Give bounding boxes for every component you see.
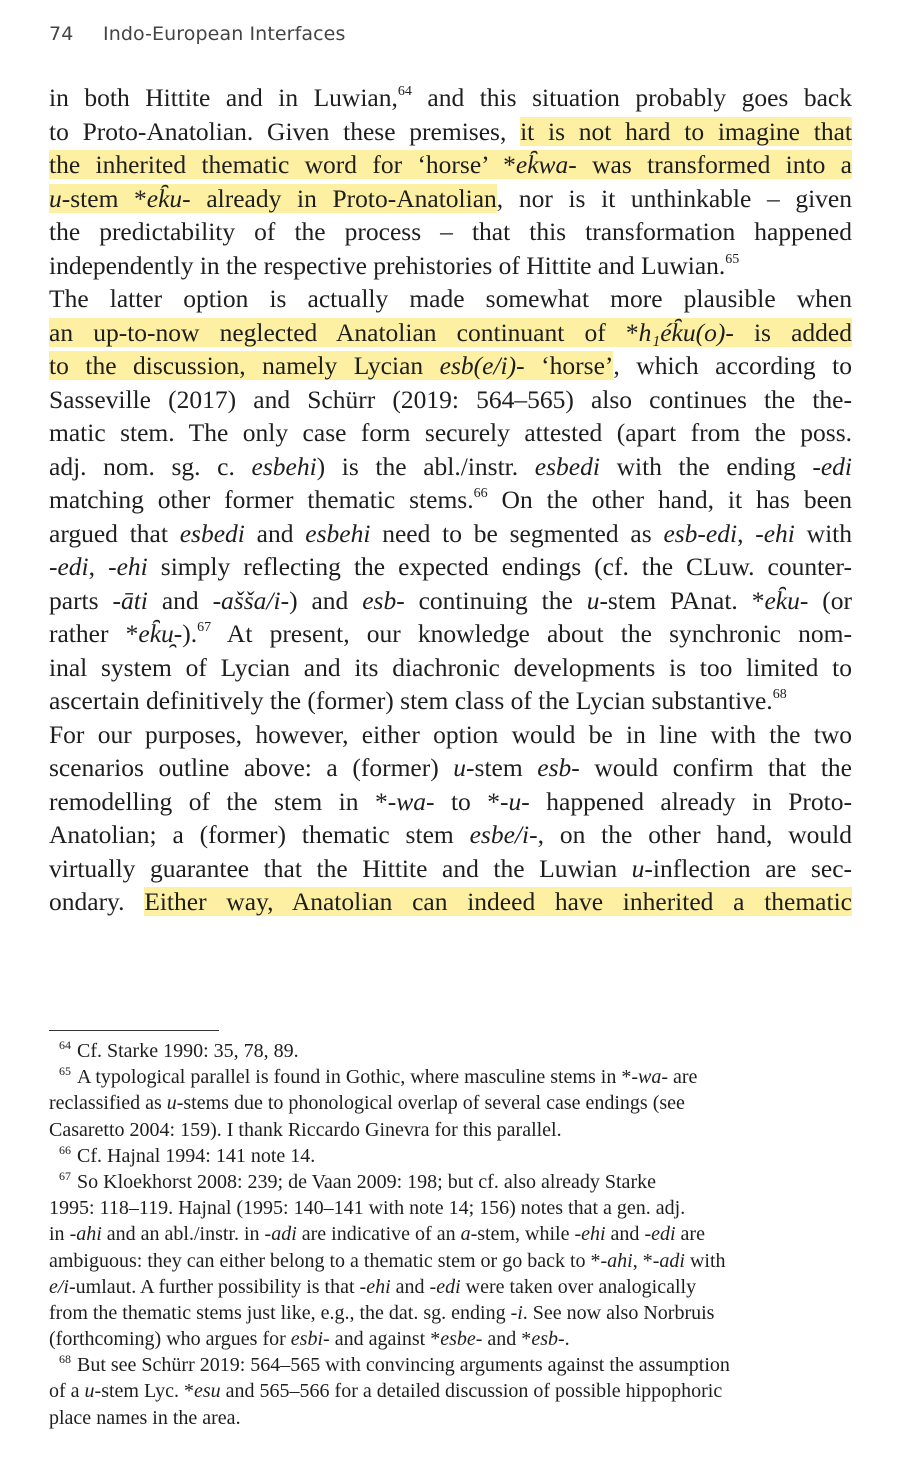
footnote-marker[interactable]: 65 xyxy=(725,251,740,267)
footnote-line xyxy=(49,1221,839,1247)
footnote-number: 67 xyxy=(59,1168,71,1183)
text-run: ambiguous: they can either belong to a thematic stem or go back to * xyxy=(49,1249,601,1272)
text-run: (forthcoming) who argues for xyxy=(49,1328,291,1351)
italic-term: esbehi xyxy=(251,451,317,481)
italic-term: -edi xyxy=(49,552,89,581)
text-line xyxy=(49,450,852,484)
italic-term: ek̑u̯- xyxy=(138,619,183,648)
text-run: Casaretto 2004: 159). I thank Riccardo Ginevra for this parallel. xyxy=(49,1118,562,1141)
text-run: , * xyxy=(632,1249,653,1272)
text-run: (or xyxy=(808,585,853,615)
text-run: simply reflecting the expected endings (cf. the CLuw. counter- xyxy=(147,552,853,581)
text-run: place names in the area. xyxy=(49,1406,241,1429)
italic-term: -ehi xyxy=(755,518,795,548)
text-run: 1995: 118–119. Hajnal (1995: 140–141 with note 14; 156) notes that a gen. adj. xyxy=(49,1197,686,1220)
text-run: ) and xyxy=(289,585,363,615)
text-line xyxy=(49,584,852,618)
footnote-line xyxy=(49,1274,839,1300)
text-line xyxy=(49,550,852,584)
text-run: independently in the respective prehistories of Hittite and Luwian. xyxy=(49,250,726,280)
italic-term: esbe/i- xyxy=(469,820,538,849)
highlighted-text: the inherited thematic word for ‘horse’ * xyxy=(49,150,516,179)
text-run: ondary. xyxy=(49,887,145,916)
italic-term: esb- xyxy=(362,585,405,615)
italic-term: -wa- xyxy=(387,786,435,816)
text-run: and xyxy=(244,518,306,548)
highlighted-text: ‘horse’ xyxy=(524,351,614,380)
italic-term: -ehi xyxy=(359,1275,391,1298)
text-run: need to be segmented as xyxy=(370,518,664,548)
text-line xyxy=(49,684,852,718)
text-line xyxy=(49,617,852,651)
italic-term: esb- xyxy=(531,1328,565,1351)
footnote-line xyxy=(49,1064,839,1090)
italic-term: -ehi xyxy=(108,552,148,581)
text-run: . xyxy=(564,1328,570,1351)
italic-term: ek̑u- xyxy=(764,585,809,615)
italic-term: u xyxy=(453,753,467,782)
text-run: are xyxy=(668,1066,698,1089)
text-run: , on the other hand, would xyxy=(537,820,852,849)
text-run: would confirm that the xyxy=(579,753,852,782)
text-run: and against * xyxy=(329,1328,441,1351)
italic-term: u xyxy=(84,1380,95,1403)
text-run: and * xyxy=(482,1328,532,1351)
text-run: to Proto-Anatolian. Given these premises, xyxy=(49,116,521,146)
text-line xyxy=(49,885,852,919)
italic-term: -edi xyxy=(644,1223,676,1246)
text-run: -stem xyxy=(466,753,538,782)
text-run: The latter option is actually made somewhat more plausible when xyxy=(49,284,852,313)
highlighted-text: ek̑u- xyxy=(146,183,191,213)
italic-term: -ahi xyxy=(600,1249,633,1272)
text-line xyxy=(49,785,852,819)
italic-term: -āti xyxy=(112,585,148,615)
highlighted-text: was transformed into a xyxy=(576,150,852,179)
text-run: Anatolian; a (former) thematic stem xyxy=(49,820,470,849)
footnote-number: 65 xyxy=(59,1064,71,1079)
footnote-marker[interactable]: 66 xyxy=(473,486,488,501)
text-run: parts xyxy=(49,585,113,615)
text-run: . See now also Norbruis xyxy=(522,1301,715,1324)
text-run: were taken over analogically xyxy=(460,1275,697,1298)
italic-term: u xyxy=(631,853,645,883)
text-run: and xyxy=(390,1275,430,1298)
page-number: 74 xyxy=(49,23,74,45)
text-run: are indicative of an xyxy=(296,1223,461,1246)
text-run: But see Schürr 2019: 564–565 with convincing arguments against the assumption xyxy=(77,1354,730,1377)
text-run: from the thematic stems just like, e.g., the dat. sg. ending xyxy=(49,1301,511,1324)
text-line xyxy=(49,483,852,517)
text-run: At present, our knowledge about the synchronic nom- xyxy=(211,619,852,648)
text-run: argued that xyxy=(49,518,180,548)
text-run: ascertain definitively the (former) stem class of the Lycian substantive. xyxy=(49,686,773,715)
text-run: -umlaut. A further possibility is that xyxy=(69,1275,360,1298)
text-run: -stem Lyc. * xyxy=(94,1380,194,1403)
text-line xyxy=(49,852,852,886)
text-run: , xyxy=(88,552,109,581)
text-run: continuing the xyxy=(404,585,587,615)
text-line xyxy=(49,818,852,852)
italic-term: -i xyxy=(510,1301,523,1324)
highlighted-text: an up-to-now neglected Anatolian continuant of * xyxy=(49,317,639,347)
text-run: Sasseville (2017) and Schürr (2019: 564–565) also continues the the- xyxy=(49,384,852,414)
text-run: and xyxy=(605,1223,645,1246)
text-run: , nor is it unthinkable – given xyxy=(496,183,852,213)
body-text xyxy=(49,81,852,919)
footnote-line xyxy=(49,1248,839,1274)
text-line xyxy=(49,316,852,350)
text-run: of a xyxy=(49,1380,85,1403)
italic-term: esbehi xyxy=(305,518,371,548)
text-line xyxy=(49,383,852,417)
footnote-line xyxy=(49,1405,839,1431)
footnote-rule xyxy=(49,1030,219,1031)
highlighted-text: u xyxy=(49,183,62,213)
text-run: For our purposes, however, either option would be in line with the two xyxy=(49,719,852,749)
highlighted-text: to the discussion, namely Lycian xyxy=(49,351,440,380)
highlighted-text: Either way, Anatolian can indeed have inherited a thematic xyxy=(144,887,852,916)
italic-term: e/i xyxy=(49,1275,69,1298)
text-run: with the ending xyxy=(599,451,813,481)
text-line xyxy=(49,249,852,283)
text-run: -stem, while xyxy=(470,1223,575,1246)
highlighted-text: -stem * xyxy=(61,183,147,213)
text-run: with xyxy=(794,518,853,548)
text-run: -stems due to phonological overlap of several case endings (see xyxy=(176,1092,685,1115)
highlighted-text: h₁ék̑u(o)- xyxy=(638,317,734,347)
italic-term: u xyxy=(166,1092,177,1115)
text-run: ) is the abl./instr. xyxy=(316,451,535,481)
text-line xyxy=(49,148,852,182)
text-run: scenarios outline above: a (former) xyxy=(49,753,454,782)
text-run: -inflection are sec- xyxy=(644,853,852,883)
italic-term: esbedi xyxy=(534,451,600,481)
footnotes xyxy=(49,1038,839,1431)
footnote-line xyxy=(49,1143,839,1169)
italic-term: -adi xyxy=(264,1223,297,1246)
italic-term: esbedi xyxy=(179,518,245,548)
text-run: are xyxy=(675,1223,705,1246)
text-line xyxy=(49,416,852,450)
footnote-line xyxy=(49,1195,839,1221)
text-run: A typological parallel is found in Gothic, where masculine stems in * xyxy=(77,1066,632,1089)
footnote-number: 68 xyxy=(59,1352,71,1367)
running-title: Indo-European Interfaces xyxy=(103,23,346,45)
text-run: , which according to xyxy=(613,351,853,380)
text-run: , xyxy=(737,518,756,548)
text-line xyxy=(49,517,852,551)
highlighted-text: is added xyxy=(733,317,852,347)
italic-term: a xyxy=(460,1223,471,1246)
text-run: to * xyxy=(434,786,501,816)
text-run: in both Hittite and in Luwian, xyxy=(49,83,398,112)
text-run: matching other former thematic stems. xyxy=(49,485,474,514)
italic-term: esb- xyxy=(537,753,580,782)
footnote-line xyxy=(49,1300,839,1326)
text-run: So Kloekhorst 2008: 239; de Vaan 2009: 198; but cf. also already Starke xyxy=(77,1170,656,1193)
footnote-marker[interactable]: 64 xyxy=(397,84,412,99)
running-head xyxy=(49,23,345,45)
footnote-line xyxy=(49,1378,839,1404)
text-run: the predictability of the process – that this transformation happened xyxy=(49,217,852,246)
text-run: inal system of Lycian and its diachronic developments is too limited to xyxy=(49,652,852,682)
footnote-line xyxy=(49,1117,839,1143)
highlighted-text: ek̑wa- xyxy=(515,150,577,179)
text-run: and an abl./instr. in xyxy=(101,1223,265,1246)
text-run: and this situation probably goes back xyxy=(411,83,853,112)
footnote-marker[interactable]: 68 xyxy=(772,687,787,702)
footnote-marker[interactable]: 67 xyxy=(197,620,212,635)
italic-term: -ahi xyxy=(69,1223,102,1246)
footnote-line xyxy=(49,1326,839,1352)
text-run: happened already in Proto- xyxy=(529,786,853,816)
italic-term: esb-edi xyxy=(663,518,738,548)
footnote-line xyxy=(49,1038,839,1064)
text-run: -stem PAnat. * xyxy=(599,585,765,615)
footnote-number: 64 xyxy=(59,1038,71,1052)
text-run: adj. nom. sg. c. xyxy=(49,451,252,481)
italic-term: -edi xyxy=(812,451,853,481)
italic-term: -wa- xyxy=(631,1066,668,1089)
italic-term: -ašša/i- xyxy=(212,585,290,615)
highlighted-text: it is not hard to imagine that xyxy=(520,116,852,146)
italic-term: -ehi xyxy=(574,1223,606,1246)
text-run: reclassified as xyxy=(49,1092,167,1115)
text-line xyxy=(49,81,852,115)
text-line xyxy=(49,718,852,752)
italic-term: -u- xyxy=(500,786,530,816)
footnote-line xyxy=(49,1352,839,1378)
text-run: ). xyxy=(182,619,198,648)
text-run: virtually guarantee that the Hittite and the Luwian xyxy=(49,853,632,883)
text-line xyxy=(49,751,852,785)
italic-term: esbe- xyxy=(440,1328,483,1351)
text-line xyxy=(49,115,852,149)
text-run: in xyxy=(49,1223,70,1246)
text-line xyxy=(49,182,852,216)
italic-term: esbi- xyxy=(290,1328,330,1351)
footnote-number: 66 xyxy=(59,1142,71,1157)
highlighted-text: esb(e/i)- xyxy=(439,351,525,380)
text-line xyxy=(49,282,852,316)
text-line xyxy=(49,215,852,249)
text-run: Cf. Starke 1990: 35, 78, 89. xyxy=(77,1040,299,1062)
italic-term: -adi xyxy=(652,1249,685,1272)
italic-term: esu xyxy=(193,1380,221,1403)
italic-term: -edi xyxy=(429,1275,461,1298)
text-run: On the other hand, it has been xyxy=(487,485,853,514)
text-run: remodelling of the stem in * xyxy=(49,786,388,816)
text-line xyxy=(49,349,852,383)
footnote-line xyxy=(49,1090,839,1116)
text-run: and xyxy=(147,585,213,615)
italic-term: u xyxy=(586,585,600,615)
footnote-line xyxy=(49,1169,839,1195)
highlighted-text: already in Proto-Anatolian xyxy=(190,183,497,213)
text-run: with xyxy=(684,1249,726,1272)
text-run: and 565–566 for a detailed discussion of possible hippophoric xyxy=(220,1380,723,1403)
text-line xyxy=(49,651,852,685)
text-run: matic stem. The only case form securely attested (apart from the poss. xyxy=(49,418,852,447)
text-run: Cf. Hajnal 1994: 141 note 14. xyxy=(77,1144,316,1167)
text-run: rather * xyxy=(49,619,139,648)
